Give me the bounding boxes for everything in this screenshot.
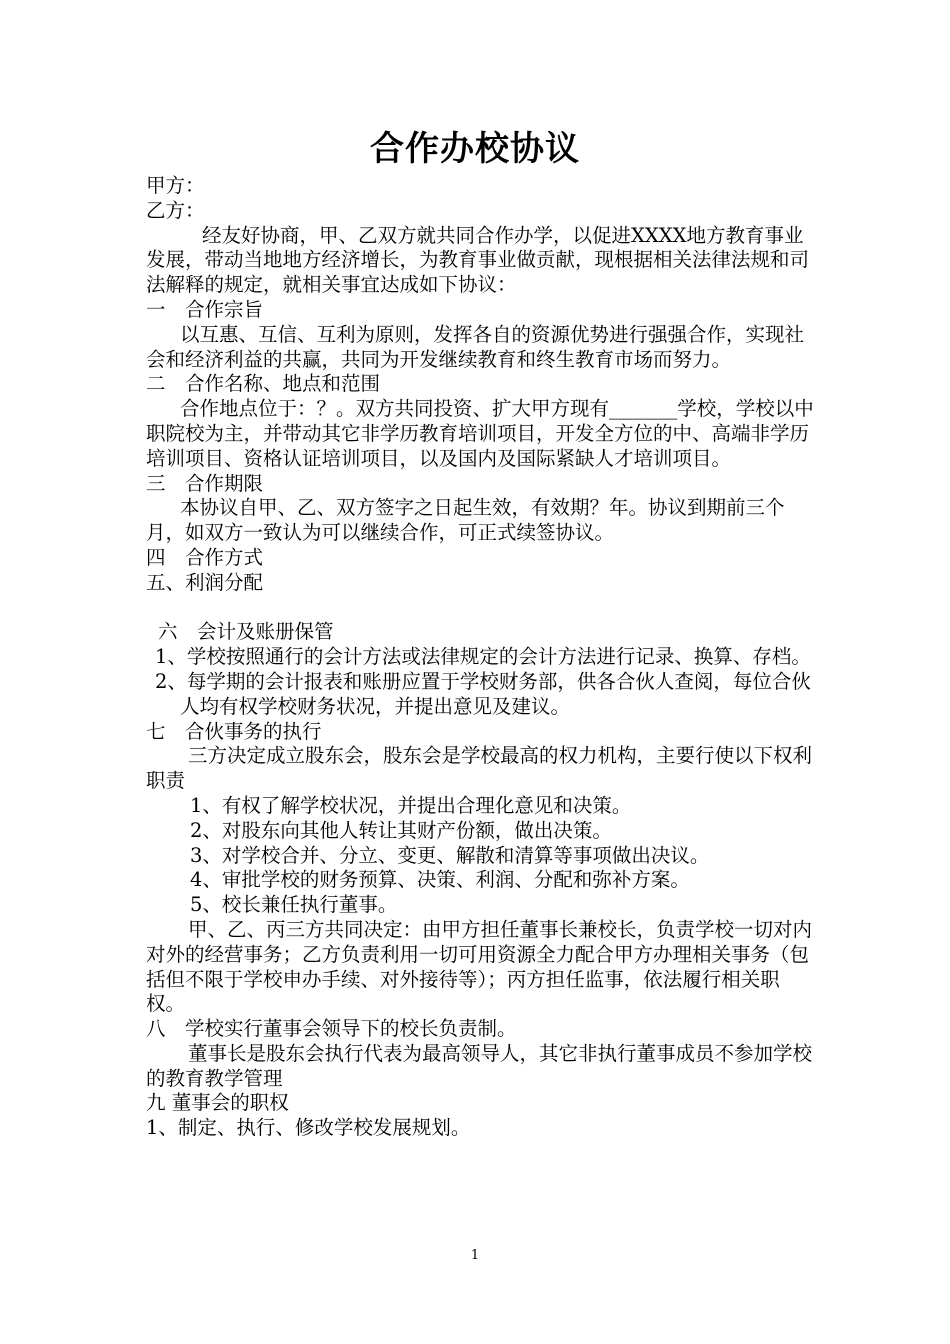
section-7-item: 1、有权了解学校状况，并提出合理化意见和决策。 — [190, 793, 632, 817]
section-8-heading: 八 学校实行董事会领导下的校长负责制。 — [146, 1017, 517, 1041]
section-9-item-1: 1、制定、执行、修改学校发展规划。 — [146, 1116, 471, 1140]
section-7-item: 5、校长兼任执行董事。 — [190, 893, 398, 917]
section-8-text: 董事长是股东会执行代表为最高领导人，其它非执行董事成员不参加学校的教育教学管理 — [146, 1041, 813, 1090]
section-6-heading: 六 会计及账册保管 — [158, 620, 334, 644]
section-1-heading: 一 合作宗旨 — [146, 297, 264, 321]
section-7-item: 2、对股东向其他人转让其财产份额，做出决策。 — [190, 818, 612, 842]
section-7-text-2: 甲、乙、丙三方共同决定：由甲方担任董事长兼校长，负责学校一切对内对外的经营事务；乙方负责利用一切可用资源全力配合甲方办理相关事务（包括但不限于学校申办手续、对外接待等）；丙方担任监事，依法履行相关职权。 — [146, 917, 813, 1016]
intro-paragraph: 经友好协商，甲、乙双方就共同合作办学，以促进XXXX地方教育事业发展，带动当地地方经济增长，为教育事业做贡献，现根据相关法律法规和司法解释的规定，就相关事宜达成如下协议： — [146, 223, 810, 297]
section-5-heading: 五、利润分配 — [146, 570, 264, 594]
section-7-item: 3、对学校合并、分立、变更、解散和清算等事项做出决议。 — [190, 843, 710, 867]
section-7-text: 三方决定成立股东会，股东会是学校最高的权力机构，主要行使以下权利职责 — [146, 744, 813, 793]
document-body — [146, 174, 818, 1141]
section-7-item: 4、审批学校的财务预算、决策、利润、分配和弥补方案。 — [190, 868, 690, 892]
blank-line — [146, 596, 818, 621]
section-6-item-1: 1、学校按照通行的会计方法或法律规定的会计方法进行记录、换算、存档。 — [155, 645, 811, 669]
section-2-text: 合作地点位于：？。双方共同投资、扩大甲方现有_______学校，学校以中职院校为主，并带动其它非学历教育培训项目，开发全方位的中、高端非学历培训项目、资格认证培训项目，以及国内及国际紧缺人才培训项目。 — [146, 397, 814, 470]
section-6-item-2: 2、每学期的会计报表和账册应置于学校财务部，供各合伙人查阅，每位合伙人均有权学校财务状况，并提出意见及建议。 — [155, 669, 811, 718]
section-2-heading: 二 合作名称、地点和范围 — [146, 372, 381, 396]
section-9-heading: 九 董事会的职权 — [146, 1091, 289, 1115]
document-title: 合作办校协议 — [370, 129, 580, 169]
section-7-heading: 七 合伙事务的执行 — [146, 719, 322, 743]
section-3-text: 本协议自甲、乙、双方签字之日起生效，有效期？年。协议到期前三个月，如双方一致认为可以继续合作，可正式续签协议。 — [146, 496, 785, 545]
party-b-line: 乙方： — [146, 198, 205, 222]
party-a-line: 甲方： — [146, 174, 205, 197]
page-number: 1 — [470, 1248, 480, 1263]
section-3-heading: 三 合作期限 — [146, 471, 264, 495]
section-4-heading: 四 合作方式 — [146, 545, 264, 569]
section-1-text: 以互惠、互信、互利为原则，发挥各自的资源优势进行强强合作，实现社会和经济利益的共赢，共同为开发继续教育和终生教育市场而努力。 — [146, 322, 805, 371]
